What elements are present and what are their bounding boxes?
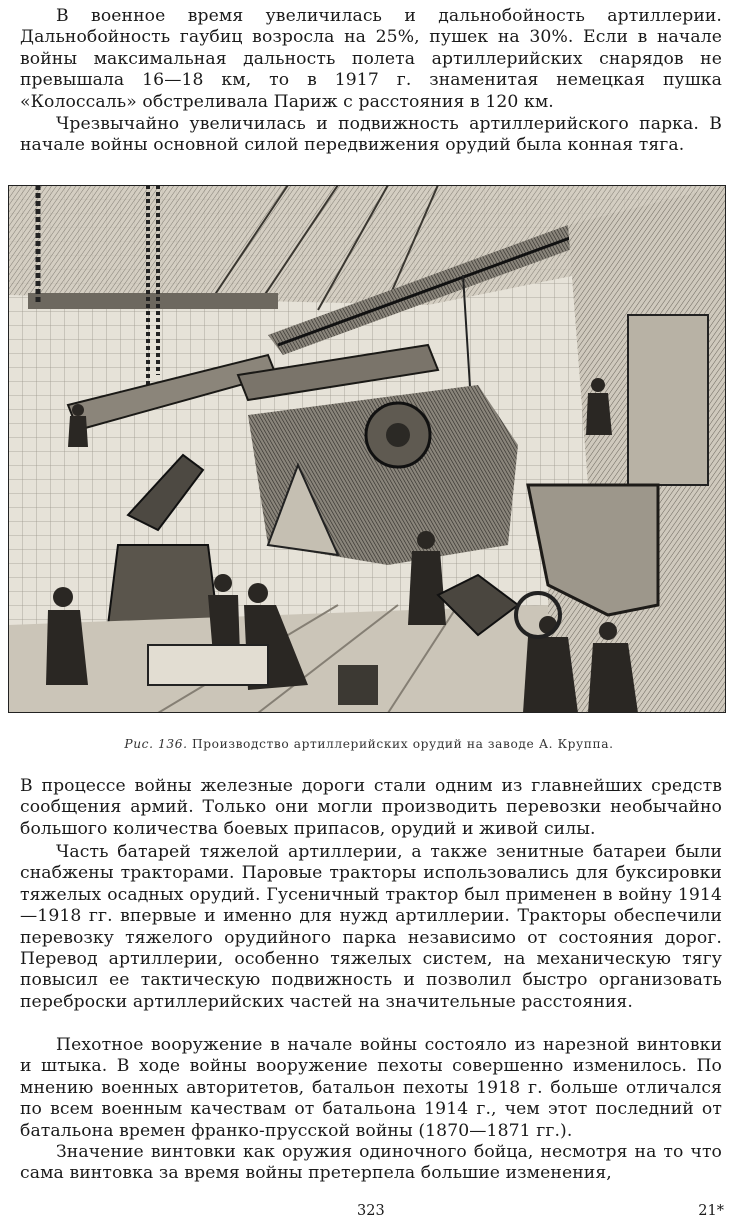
figure-caption [0, 737, 738, 751]
paragraph-railways: В процессе войны железные дороги стали одним из главнейших средств сообщения армий. Только они могли производить перевозки необычайно большого количества боевых припасов, орудий и живой силы. [20, 776, 722, 839]
paragraph-artillery-range: В военное время увеличилась и дальнобойность артиллерии. Дальнобойность гаубиц возросла на 25%, пушек на 30%. Если в начале войны максимальная дальность полета артиллерийских снарядов не превышала 16—18 км, то в 1917 г. знаменитая немецкая пушка «Колоссаль» обстреливала Париж с расстояния в 120 км. [20, 6, 722, 112]
paragraph-rifle: Значение винтовки как оружия одиночного бойца, несмотря на то что сама винтовка за время войны претерпела большие изменения, [20, 1142, 722, 1184]
paragraph-infantry-weapons: Пехотное вооружение в начале войны состояло из нарезной винтовки и штыка. В ходе войны вооружение пехоты совершенно изменилось. По мнению военных авторитетов, батальон пехоты 1918 г. больше отличался по всем военным качествам от батальона 1914 г., чем этот последний от батальона времен франко-прусской войны (1870—1871 гг.). [20, 1035, 722, 1141]
page-number: 323 [357, 1203, 385, 1219]
figure-number: Рис. 136. [124, 737, 188, 751]
paragraph-artillery-mobility: Чрезвычайно увеличилась и подвижность артиллерийского парка. В начале войны основной силой передвижения орудий была конная тяга. [20, 114, 722, 156]
paragraph-tractors: Часть батарей тяжелой артиллерии, а также зенитные батареи были снабжены тракторами. Паровые тракторы использовались для буксировки тяжелых осадных орудий. Гусеничный трактор был применен в войну 1914—1918 гг. впервые и именно для нужд артиллерии. Тракторы обеспечили перевозку тяжелого орудийного парка независимо от состояния дорог. Перевод артиллерии, особенно тяжелых систем, на механическую тягу повысил ее тактическую подвижность и позволил быстро организовать переброски артиллерийских частей на значительные расстояния. [20, 842, 722, 1012]
figure-krupp-factory-engraving [8, 185, 726, 713]
figure-caption-text: Производство артиллерийских орудий на заводе А. Круппа. [192, 737, 614, 751]
printer-signature-mark: 21* [698, 1203, 724, 1219]
